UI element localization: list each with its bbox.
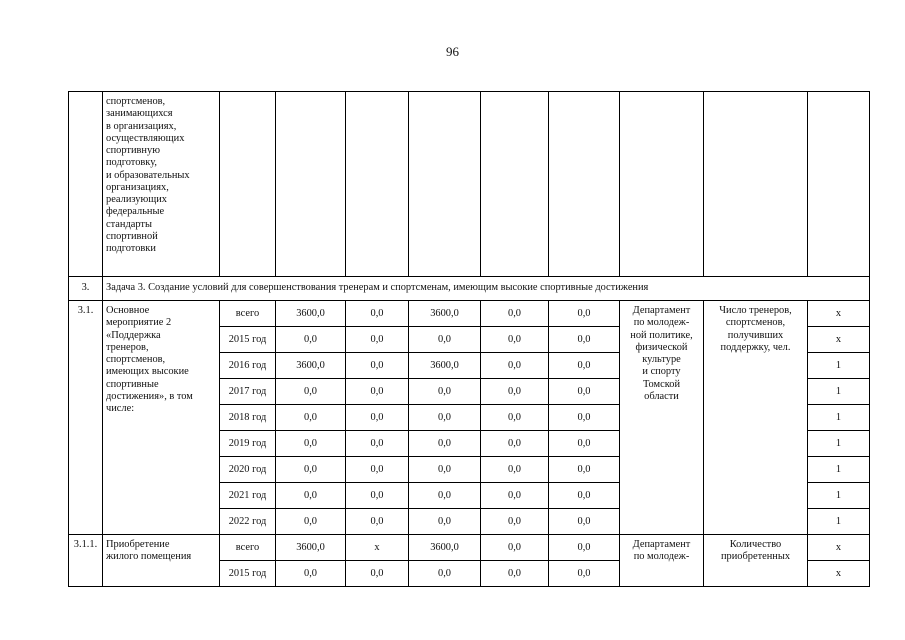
total-cell: 0,0 bbox=[276, 483, 346, 509]
total-cell: 0,0 bbox=[276, 379, 346, 405]
indicator-value-cell: 1 bbox=[808, 509, 870, 535]
period-cell: 2019 год bbox=[220, 431, 276, 457]
local-cell: 0,0 bbox=[481, 353, 549, 379]
task-row bbox=[69, 277, 870, 301]
regional-cell: 0,0 bbox=[409, 457, 481, 483]
page-number: 96 bbox=[446, 44, 459, 59]
federal-cell: 0,0 bbox=[346, 353, 409, 379]
other-cell: 0,0 bbox=[549, 431, 620, 457]
period-cell: 2015 год bbox=[220, 561, 276, 587]
task-title: Задача 3. Создание условий для совершенствования тренерам и спортсменам, имеющим высокие спортивные достижения bbox=[103, 277, 870, 301]
regional-cell: 3600,0 bbox=[409, 353, 481, 379]
local-cell: 0,0 bbox=[481, 535, 549, 561]
period-cell: 2015 год bbox=[220, 327, 276, 353]
local-cell: 0,0 bbox=[481, 509, 549, 535]
total-cell: 0,0 bbox=[276, 509, 346, 535]
indicator-value-cell: 1 bbox=[808, 405, 870, 431]
other-cell: 0,0 bbox=[549, 405, 620, 431]
indicator-value-cell: x bbox=[808, 561, 870, 587]
regional-cell: 0,0 bbox=[409, 327, 481, 353]
local-cell: 0,0 bbox=[481, 405, 549, 431]
period-cell: 2017 год bbox=[220, 379, 276, 405]
measure-3-1-executor: Департамент по молодеж- ной политике, физической культуре и спорту Томской области bbox=[620, 301, 704, 535]
regional-cell: 0,0 bbox=[409, 405, 481, 431]
indicator-value-cell: 1 bbox=[808, 457, 870, 483]
federal-cell: x bbox=[346, 535, 409, 561]
regional-cell: 3600,0 bbox=[409, 535, 481, 561]
regional-cell: 0,0 bbox=[409, 483, 481, 509]
measure-3-1-1-indicator: Количество приобретенных bbox=[704, 535, 808, 587]
other-cell: 0,0 bbox=[549, 301, 620, 327]
continuation-row bbox=[69, 92, 870, 277]
period-cell: всего bbox=[220, 535, 276, 561]
federal-cell: 0,0 bbox=[346, 561, 409, 587]
total-cell: 3600,0 bbox=[276, 301, 346, 327]
regional-cell: 0,0 bbox=[409, 379, 481, 405]
indicator-value-cell: x bbox=[808, 535, 870, 561]
measure-3-1-indicator: Число тренеров, спортсменов, получивших поддержку, чел. bbox=[704, 301, 808, 535]
indicator-value-cell: 1 bbox=[808, 483, 870, 509]
task-number: 3. bbox=[69, 277, 103, 301]
local-cell: 0,0 bbox=[481, 301, 549, 327]
period-cell: 2020 год bbox=[220, 457, 276, 483]
federal-cell: 0,0 bbox=[346, 431, 409, 457]
indicator-value-cell: x bbox=[808, 301, 870, 327]
federal-cell: 0,0 bbox=[346, 379, 409, 405]
regional-cell: 3600,0 bbox=[409, 301, 481, 327]
measure-3-1-description: Основное мероприятие 2 «Поддержка тренеров, спортсменов, имеющих высокие спортивные достижения», в том числе: bbox=[103, 301, 220, 535]
continuation-description: спортсменов, занимающихся в организациях, осуществляющих спортивную подготовку, и образовательных организациях, реализующих федеральные стандарты спортивной подготовки bbox=[103, 92, 220, 277]
period-cell: 2018 год bbox=[220, 405, 276, 431]
federal-cell: 0,0 bbox=[346, 509, 409, 535]
federal-cell: 0,0 bbox=[346, 327, 409, 353]
local-cell: 0,0 bbox=[481, 561, 549, 587]
period-cell: всего bbox=[220, 301, 276, 327]
measure-3-1-number: 3.1. bbox=[69, 301, 103, 535]
indicator-value-cell: 1 bbox=[808, 379, 870, 405]
federal-cell: 0,0 bbox=[346, 457, 409, 483]
indicator-value-cell: 1 bbox=[808, 353, 870, 379]
federal-cell: 0,0 bbox=[346, 405, 409, 431]
total-cell: 0,0 bbox=[276, 457, 346, 483]
local-cell: 0,0 bbox=[481, 457, 549, 483]
federal-cell: 0,0 bbox=[346, 301, 409, 327]
measure-3-1-1-description: Приобретение жилого помещения bbox=[103, 535, 220, 587]
regional-cell: 0,0 bbox=[409, 431, 481, 457]
indicator-value-cell: 1 bbox=[808, 431, 870, 457]
total-cell: 0,0 bbox=[276, 405, 346, 431]
local-cell: 0,0 bbox=[481, 379, 549, 405]
other-cell: 0,0 bbox=[549, 327, 620, 353]
total-cell: 0,0 bbox=[276, 431, 346, 457]
other-cell: 0,0 bbox=[549, 561, 620, 587]
period-cell: 2021 год bbox=[220, 483, 276, 509]
local-cell: 0,0 bbox=[481, 431, 549, 457]
period-cell: 2016 год bbox=[220, 353, 276, 379]
other-cell: 0,0 bbox=[549, 457, 620, 483]
local-cell: 0,0 bbox=[481, 483, 549, 509]
federal-cell: 0,0 bbox=[346, 483, 409, 509]
measure-3-1-1-row bbox=[69, 535, 870, 561]
other-cell: 0,0 bbox=[549, 535, 620, 561]
regional-cell: 0,0 bbox=[409, 509, 481, 535]
indicator-value-cell: x bbox=[808, 327, 870, 353]
program-table bbox=[68, 91, 870, 587]
row-number-cell bbox=[69, 92, 103, 277]
measure-3-1-1-executor: Департамент по молодеж- bbox=[620, 535, 704, 587]
other-cell: 0,0 bbox=[549, 483, 620, 509]
local-cell: 0,0 bbox=[481, 327, 549, 353]
other-cell: 0,0 bbox=[549, 379, 620, 405]
measure-3-1-1-number: 3.1.1. bbox=[69, 535, 103, 587]
total-cell: 0,0 bbox=[276, 561, 346, 587]
total-cell: 3600,0 bbox=[276, 535, 346, 561]
total-cell: 0,0 bbox=[276, 327, 346, 353]
other-cell: 0,0 bbox=[549, 509, 620, 535]
total-cell: 3600,0 bbox=[276, 353, 346, 379]
measure-3-1-row bbox=[69, 301, 870, 327]
other-cell: 0,0 bbox=[549, 353, 620, 379]
regional-cell: 0,0 bbox=[409, 561, 481, 587]
period-cell: 2022 год bbox=[220, 509, 276, 535]
